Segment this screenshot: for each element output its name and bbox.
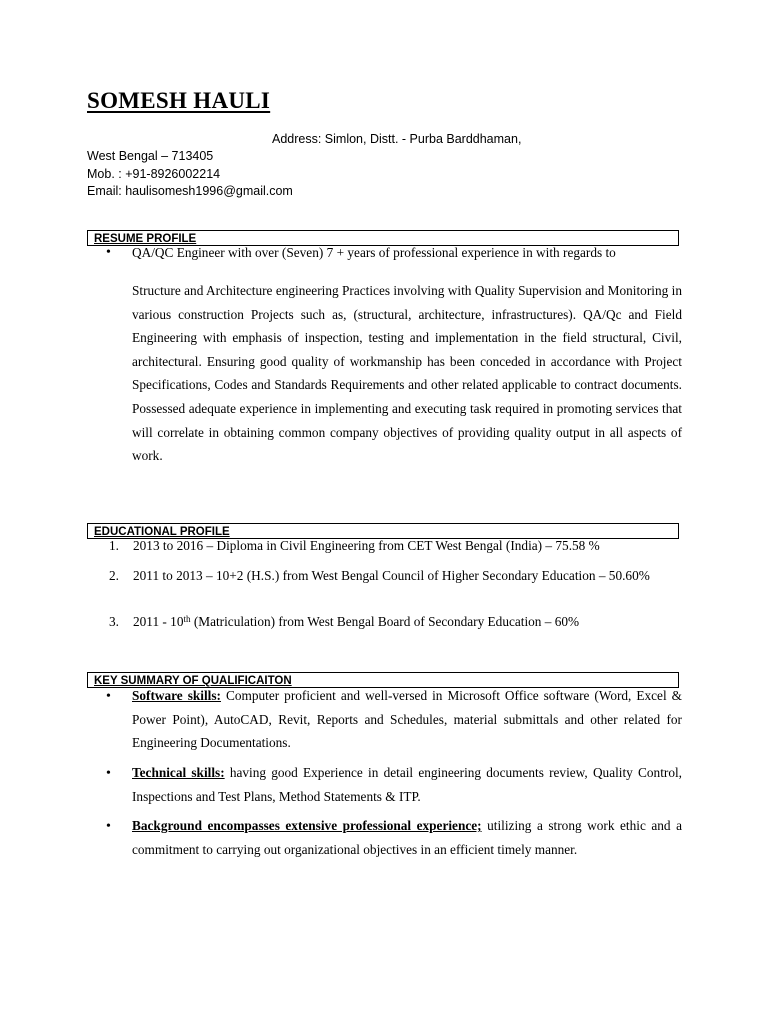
background-experience-item: Background encompasses extensive professional experience; utilizing a strong work ethic and a commitment to carrying out organizational objectives in an efficient timely manner. [132,818,682,857]
education-higher-secondary: 2011 to 2013 – 10+2 (H.S.) from West Bengal Council of Higher Secondary Education – 50.60% [133,568,650,583]
section-title: KEY SUMMARY OF QUALIFICAITON [94,675,292,687]
bullet-icon: • [106,245,111,260]
list-number: 1. [109,538,119,553]
bullet-icon: • [106,819,111,834]
education-diploma: 2013 to 2016 – Diploma in Civil Engineering from CET West Bengal (India) – 75.58 % [133,538,600,553]
mobile-number: Mob. : +91-8926002214 [87,167,221,181]
resume-profile-header [87,230,679,246]
profile-summary-intro: QA/QC Engineer with over (Seven) 7 + years of professional experience in with regards to [132,245,616,260]
section-title: RESUME PROFILE [94,233,197,245]
email-address: Email: haulisomesh1996@gmail.com [87,184,293,198]
list-number: 3. [109,614,119,629]
profile-summary-body: Structure and Architecture engineering Practices involving with Quality Supervision and Monitoring in various construction Projects such as, (structural, architecture, infrastructures). QA/Qc and Field Engineering with emphasis of inspection, testing and implementation in the field structural, Civil, architectural. Ensuring good quality of workmanship has been conceded in accordance with Project Specifications, Codes and Standards Requirements and other related applicable to contract documents. Possessed adequate experience in implementing and executing task required in promoting services that will correlate in obtaining common company objectives of providing quality output in all aspects of work. [132,283,682,464]
list-number: 2. [109,568,119,583]
address-state-pin: West Bengal – 713405 [87,149,214,163]
bullet-icon: • [106,689,111,704]
address-line: Address: Simlon, Distt. - Purba Barddhaman, [272,132,522,146]
bullet-icon: • [106,766,111,781]
section-title: EDUCATIONAL PROFILE [94,526,230,538]
candidate-name: SOMESH HAULI [87,88,271,113]
educational-profile-header [87,523,679,539]
software-skills-item: Software skills: Computer proficient and well-versed in Microsoft Office software (Word, Excel & Power Point), AutoCAD, Revit, Reports and Schedules, material submittals and other related for Engineering Documentations. [132,688,683,751]
education-matriculation: 2011 - 10th (Matriculation) from West Bengal Board of Secondary Education – 60% [133,614,580,629]
technical-skills-item: Technical skills: having good Experience in detail engineering documents review, Quality Control, Inspections and Test Plans, Method Statements & ITP. [132,765,682,804]
